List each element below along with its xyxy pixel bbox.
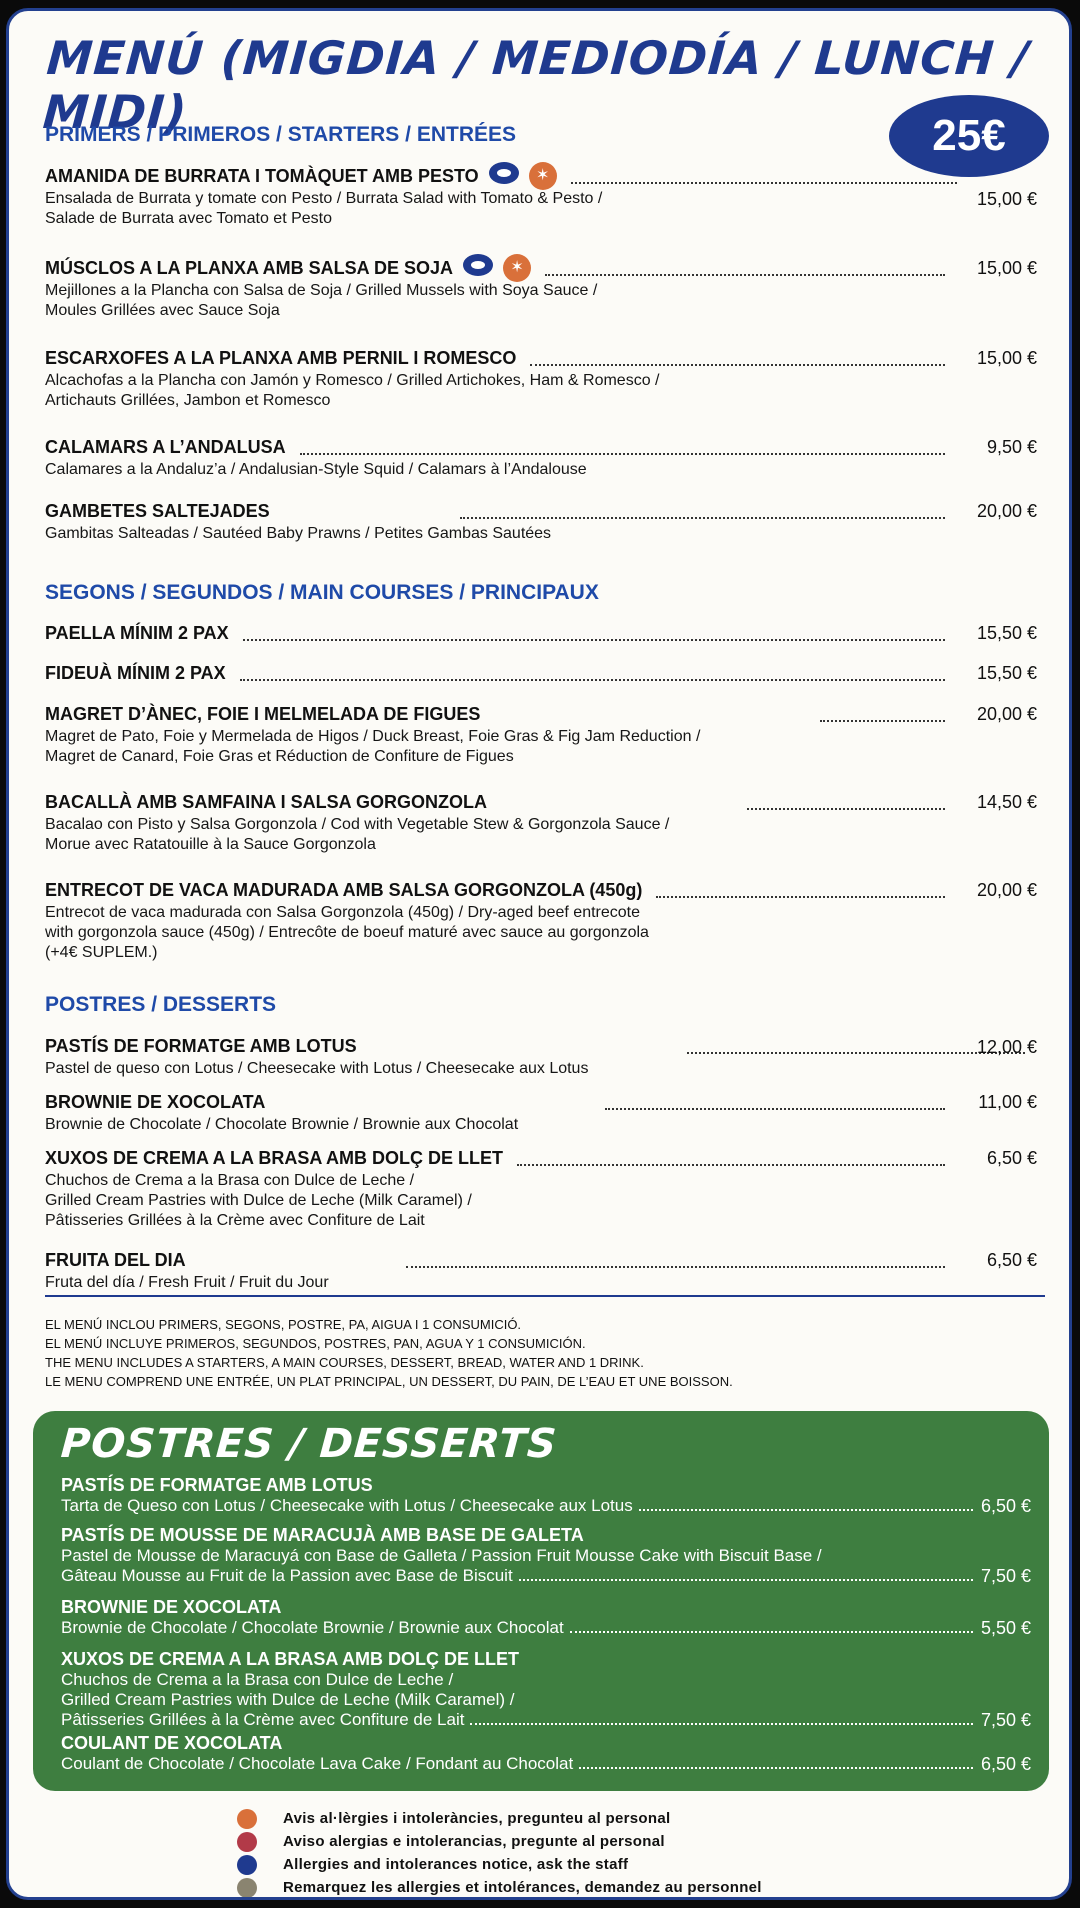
item-description: Grilled Cream Pastries with Dulce de Leche (Milk Caramel) / [61,1690,515,1709]
item-price: 15,00 € [976,347,1037,368]
dot-leader [820,718,945,722]
note-line: EL MENÚ INCLOU PRIMERS, SEGONS, POSTRE, PA, AIGUA I 1 CONSUMICIÓ. [45,1317,522,1332]
menu-item [45,1089,1037,1135]
item-price: 20,00 € [976,879,1037,900]
item-price: 15,00 € [976,257,1037,278]
item-description: Coulant de Chocolate / Chocolate Lava Cake / Fondant au Chocolat [61,1754,574,1773]
dot-leader [639,1509,973,1511]
item-description: Ensalada de Burrata y tomate con Pesto / Burrata Salad with Tomato & Pesto / [45,190,603,207]
dot-leader [579,1767,973,1769]
menu-item [45,877,1037,963]
dessert-item [61,1597,1031,1638]
item-price: 7,50 € [980,1710,1031,1730]
item-name: PAELLA MÍNIM 2 PAX [45,622,229,643]
item-price: 6,50 € [980,1754,1031,1774]
item-description: Alcachofas a la Plancha con Jamón y Romesco / Grilled Artichokes, Ham & Romesco / [45,372,660,389]
fish-allergen-icon [489,162,519,184]
menu-item [45,255,1037,321]
menu-item [45,1145,1037,1231]
item-description: Gâteau Mousse au Fruit de la Passion avec Base de Biscuit [61,1566,513,1585]
menu-item [45,789,1037,855]
item-description: Pastel de queso con Lotus / Cheesecake with Lotus / Cheesecake aux Lotus [45,1060,589,1077]
menu-item [45,498,1037,544]
item-description: Salade de Burrata avec Tomato et Pesto [45,210,332,227]
item-price: 20,00 € [976,500,1037,521]
item-name: XUXOS DE CREMA A LA BRASA AMB DOLÇ DE LLET [61,1649,519,1669]
dessert-item [61,1525,1031,1586]
dessert-menu-box [33,1411,1049,1791]
item-name: FRUITA DEL DIA [45,1249,186,1270]
dot-leader [530,362,945,366]
dessert-item [61,1733,1031,1774]
dot-leader [240,677,945,681]
dot-leader [517,1162,945,1166]
menu-item [45,434,1037,480]
item-name: PASTÍS DE FORMATGE AMB LOTUS [61,1475,373,1495]
menu-item [45,701,1037,767]
fish-allergen-icon [463,254,493,276]
item-price: 6,50 € [980,1496,1031,1516]
item-name: PASTÍS DE FORMATGE AMB LOTUS [45,1035,357,1056]
dot-leader [656,894,945,898]
fish-allergen-icon [237,1855,257,1875]
dot-leader [519,1579,973,1581]
menu-item [45,163,1037,229]
item-description: Chuchos de Crema a la Brasa con Dulce de Leche / [61,1670,454,1689]
item-name: MÚSCLOS A LA PLANXA AMB SALSA DE SOJA [45,257,454,278]
item-description: Calamares a la Andaluz’a / Andalusian-Style Squid / Calamars à l’Andalouse [45,461,587,478]
menu-item [45,1247,1037,1293]
item-price: 15,50 € [976,622,1037,643]
item-description: with gorgonzola sauce (450g) / Entrecôte de boeuf maturé avec sauce au gorgonzola [45,924,649,941]
gluten-allergen-icon: ✶ [503,254,531,282]
item-price: 6,50 € [986,1147,1037,1168]
item-price: 6,50 € [986,1249,1037,1270]
item-name: BROWNIE DE XOCOLATA [45,1091,266,1112]
item-price: 11,00 € [978,1091,1037,1112]
item-description: Magret de Canard, Foie Gras et Réduction de Confiture de Figues [45,748,514,765]
dessert-item [61,1649,1031,1730]
dot-leader [460,515,945,519]
item-name: FIDEUÀ MÍNIM 2 PAX [45,662,226,683]
item-price: 15,00 € [976,189,1037,209]
note-line: EL MENÚ INCLUYE PRIMEROS, SEGUNDOS, POSTRES, PAN, AGUA Y 1 CONSUMICIÓN. [45,1336,586,1351]
menu-price-badge: 25€ [889,95,1049,177]
dot-leader [747,806,945,810]
item-description: Grilled Cream Pastries with Dulce de Leche (Milk Caramel) / [45,1192,472,1209]
section-divider [45,1295,1045,1297]
item-name: XUXOS DE CREMA A LA BRASA AMB DOLÇ DE LLET [45,1147,503,1168]
legend-text: Avis al·lèrgies i intoleràncies, pregunteu al personal [283,1810,671,1827]
item-price: 20,00 € [976,703,1037,724]
dot-leader [605,1106,945,1110]
item-description: Pâtisseries Grillées à la Crème avec Confiture de Lait [61,1710,465,1729]
dessert-box-title: POSTRES / DESSERTS [59,1421,559,1467]
item-description: (+4€ SUPLEM.) [45,944,158,961]
item-name: GAMBETES SALTEJADES [45,500,270,521]
item-description: Pastel de Mousse de Maracuyá con Base de Galleta / Passion Fruit Mousse Cake with Biscuit Base / [61,1546,822,1565]
dot-leader [300,451,945,455]
item-price: 7,50 € [980,1566,1031,1586]
dessert-item [61,1475,1031,1516]
item-description: Mejillones a la Plancha con Salsa de Soja / Grilled Mussels with Soya Sauce / [45,282,598,299]
gluten-allergen-icon [237,1809,257,1829]
milk-allergen-icon [237,1832,257,1852]
item-name: ESCARXOFES A LA PLANXA AMB PERNIL I ROMESCO [45,347,517,368]
dot-leader [545,272,945,276]
item-description: Entrecot de vaca madurada con Salsa Gorgonzola (450g) / Dry-aged beef entrecote [45,904,641,921]
item-price: 12,00 € [976,1037,1037,1057]
item-description: Artichauts Grillées, Jambon et Romesco [45,392,331,409]
menu-includes-notes [45,1315,1045,1391]
item-price: 14,50 € [976,791,1037,812]
item-name: BROWNIE DE XOCOLATA [61,1597,282,1617]
dot-leader [470,1723,973,1725]
item-name: AMANIDA DE BURRATA I TOMÀQUET AMB PESTO [45,165,479,186]
item-price: 5,50 € [980,1618,1031,1638]
legend-text: Remarquez les allergies et intolérances, demandez au personnel [283,1879,762,1896]
dot-leader [570,1631,973,1633]
item-name: COULANT DE XOCOLATA [61,1733,283,1753]
item-price: 15,50 € [976,662,1037,683]
item-name: CALAMARS A L’ANDALUSA [45,436,286,457]
menu-item [45,620,1037,646]
item-description: Tarta de Queso con Lotus / Cheesecake with Lotus / Cheesecake aux Lotus [61,1496,633,1515]
legend-text: Aviso alergias e intolerancias, pregunte al personal [283,1833,665,1850]
desserts-heading: POSTRES / DESSERTS [45,993,277,1016]
starters-heading: PRIMERS / PRIMEROS / STARTERS / ENTRÉES [45,123,517,146]
legend-text: Allergies and intolerances notice, ask the staff [283,1856,629,1873]
note-line: THE MENU INCLUDES A STARTERS, A MAIN COURSES, DESSERT, BREAD, WATER AND 1 DRINK. [45,1355,644,1370]
item-description: Chuchos de Crema a la Brasa con Dulce de Leche / [45,1172,415,1189]
dot-leader [571,180,957,184]
item-description: Magret de Pato, Foie y Mermelada de Higos / Duck Breast, Foie Gras & Fig Jam Reduction / [45,728,701,745]
dot-leader [243,637,945,641]
item-description: Morue avec Ratatouille à la Sauce Gorgonzola [45,836,376,853]
item-name: MAGRET D’ÀNEC, FOIE I MELMELADA DE FIGUES [45,703,481,724]
menu-item [45,1033,1037,1079]
menu-item [45,345,1037,411]
gluten-allergen-icon: ✶ [529,162,557,190]
dot-leader [406,1264,945,1268]
item-description: Pâtisseries Grillées à la Crème avec Confiture de Lait [45,1212,425,1229]
item-description: Bacalao con Pisto y Salsa Gorgonzola / Cod with Vegetable Stew & Gorgonzola Sauce / [45,816,670,833]
item-name: ENTRECOT DE VACA MADURADA AMB SALSA GORGONZOLA (450g) [45,879,643,900]
menu-title: MENÚ (MIGDIA / MEDIODÍA / LUNCH / MIDI) [41,31,1032,139]
item-description: Brownie de Chocolate / Chocolate Brownie / Brownie aux Chocolat [61,1618,564,1637]
mains-heading: SEGONS / SEGUNDOS / MAIN COURSES / PRINCIPAUX [45,581,599,604]
item-price: 9,50 € [986,436,1037,457]
sesame-allergen-icon [237,1878,257,1898]
note-line: LE MENU COMPREND UNE ENTRÉE, UN PLAT PRINCIPAL, UN DESSERT, DU PAIN, DE L’EAU ET UNE BOISSON. [45,1374,733,1389]
item-description: Moules Grillées avec Sauce Soja [45,302,280,319]
allergen-legend [237,1807,762,1899]
item-name: BACALLÀ AMB SAMFAINA I SALSA GORGONZOLA [45,791,487,812]
item-description: Fruta del día / Fresh Fruit / Fruit du Jour [45,1274,329,1291]
item-name: PASTÍS DE MOUSSE DE MARACUJÀ AMB BASE DE GALETA [61,1525,584,1545]
menu-item [45,660,1037,686]
item-description: Gambitas Salteadas / Sautéed Baby Prawns / Petites Gambas Sautées [45,525,552,542]
item-description: Brownie de Chocolate / Chocolate Brownie / Brownie aux Chocolat [45,1116,519,1133]
menu-card [6,8,1072,1900]
